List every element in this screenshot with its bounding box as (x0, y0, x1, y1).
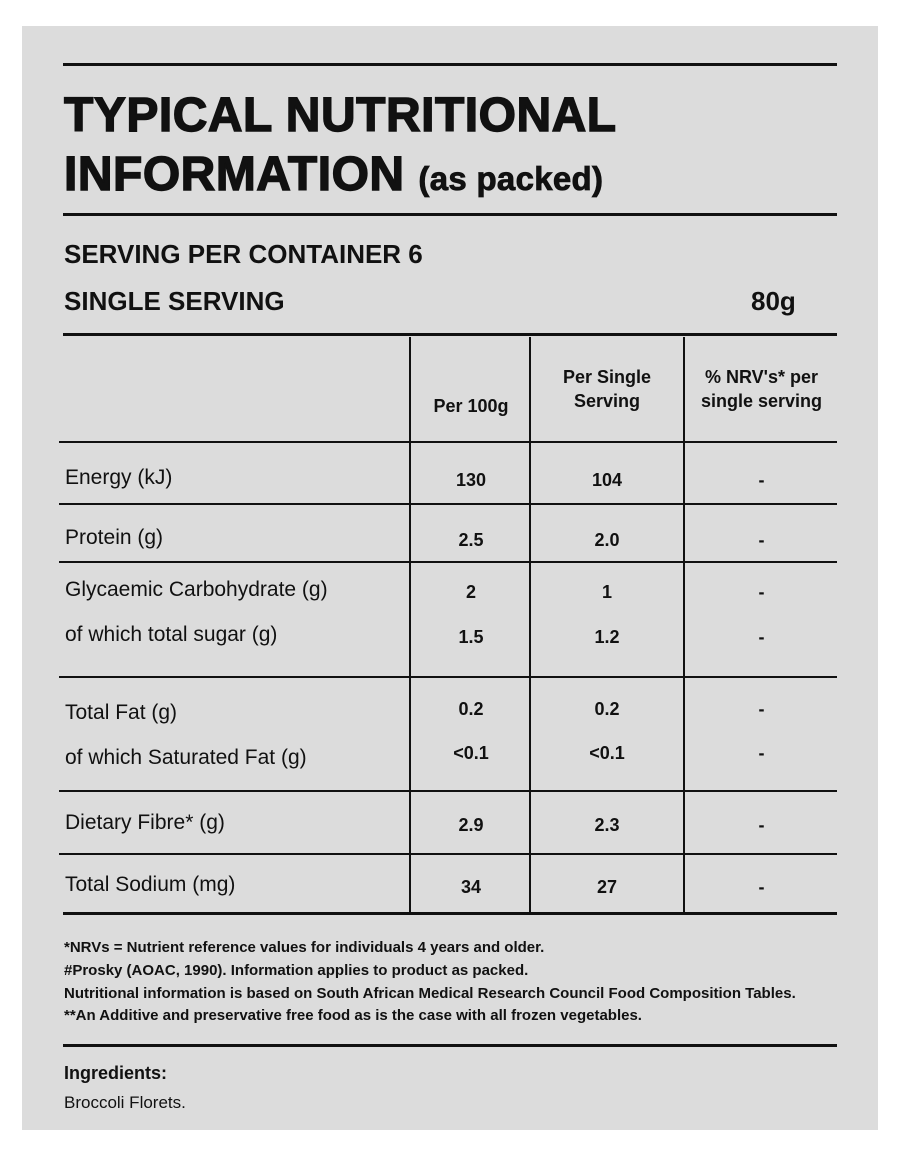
value-nrv: - (758, 582, 765, 602)
nutrient-label: Total Fat (g) (65, 701, 178, 724)
table-row-divider (59, 503, 837, 505)
page-title-line1: TYPICAL NUTRITIONAL (64, 89, 617, 142)
value-per-100g: 2 (465, 582, 476, 602)
value-nrv: - (758, 815, 765, 835)
footnote: Nutritional information is based on South African Medical Research Council Food Composition Tables. (64, 985, 796, 1002)
ingredients-value: Broccoli Florets. (64, 1093, 186, 1112)
servings-per-container: SERVING PER CONTAINER 6 (64, 239, 423, 269)
table-row-divider (59, 441, 837, 443)
value-per-serving: 2.3 (594, 815, 620, 835)
table-top-rule (63, 333, 837, 336)
nutrient-label: Dietary Fibre* (g) (65, 811, 225, 834)
value-per-100g: 2.5 (458, 530, 484, 550)
nutrient-label: Glycaemic Carbohydrate (g) (65, 578, 328, 601)
col-header-per-100g: Per 100g (433, 396, 509, 416)
value-per-serving: 104 (591, 470, 623, 490)
ingredients-heading: Ingredients: (64, 1063, 168, 1083)
page-title-line2 (64, 148, 604, 201)
value-per-100g: 2.9 (458, 815, 484, 835)
value-nrv: - (758, 470, 765, 490)
page-title-main: INFORMATION (64, 148, 405, 201)
table-row-divider (59, 790, 837, 792)
table-row-divider (59, 561, 837, 563)
value-per-100g: 130 (455, 470, 487, 490)
table-divider-1 (409, 337, 411, 915)
value-per-serving: <0.1 (589, 743, 625, 763)
value-nrv: - (758, 699, 765, 719)
table-bottom-rule (63, 912, 837, 915)
col-header-per-serving: Per Single Serving (562, 367, 652, 411)
single-serving-label: SINGLE SERVING (64, 286, 285, 316)
footnote: *NRVs = Nutrient reference values for individuals 4 years and older. (64, 939, 545, 956)
value-per-serving: 1.2 (594, 627, 620, 647)
value-per-serving: 0.2 (594, 699, 620, 719)
value-per-serving: 2.0 (594, 530, 620, 550)
title-rule (63, 213, 837, 216)
single-serving-value: 80g (751, 286, 796, 316)
value-nrv: - (758, 530, 765, 550)
value-per-serving: 27 (596, 877, 618, 897)
footnote: #Prosky (AOAC, 1990). Information applies to product as packed. (64, 962, 529, 979)
nutrient-label: Protein (g) (65, 526, 164, 549)
table-row-divider (59, 676, 837, 678)
value-per-serving: 1 (601, 582, 612, 602)
value-nrv: - (758, 627, 765, 647)
value-per-100g: 0.2 (458, 699, 484, 719)
value-per-100g: 34 (460, 877, 482, 897)
page-title-suffix: (as packed) (418, 160, 604, 197)
nutrient-label: of which total sugar (g) (65, 623, 278, 646)
nutrient-label: Total Sodium (mg) (65, 873, 236, 896)
table-divider-3 (683, 337, 685, 915)
value-nrv: - (758, 743, 765, 763)
value-per-100g: <0.1 (453, 743, 489, 763)
table-row-divider (59, 853, 837, 855)
col-header-nrv: % NRV's* per single serving (700, 367, 823, 411)
nutrient-label: of which Saturated Fat (g) (65, 746, 307, 769)
footnote: **An Additive and preservative free food as is the case with all frozen vegetables. (64, 1007, 642, 1024)
value-nrv: - (758, 877, 765, 897)
top-rule (63, 63, 837, 66)
value-per-100g: 1.5 (458, 627, 484, 647)
nutrient-label: Energy (kJ) (65, 466, 173, 489)
ingredients-rule (63, 1044, 837, 1047)
